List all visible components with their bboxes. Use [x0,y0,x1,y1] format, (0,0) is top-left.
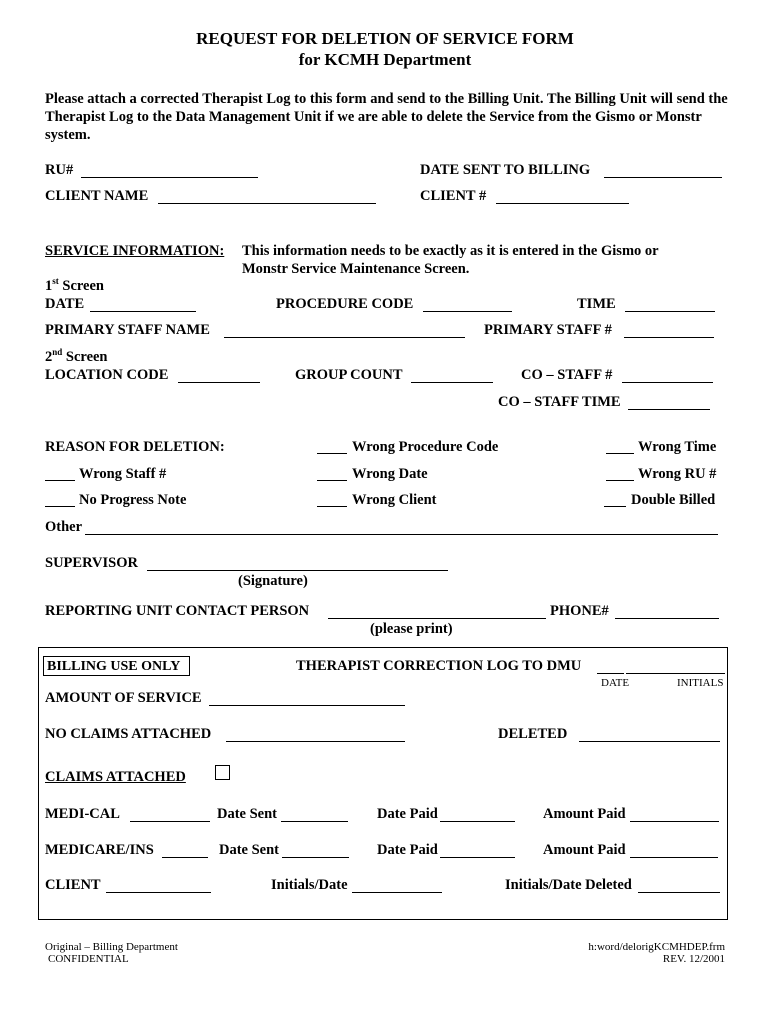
wrong-ru-label: Wrong RU # [638,466,717,482]
wrong-date-label: Wrong Date [352,466,428,482]
therapist-log-date-field[interactable] [597,673,624,674]
claims-attached-label: CLAIMS ATTACHED [45,769,186,785]
medi-cal-date-sent-label: Date Sent [217,806,278,822]
medicare-amount-paid-field[interactable] [630,857,718,858]
wrong-time-label: Wrong Time [638,439,717,455]
supervisor-label: SUPERVISOR [45,555,138,571]
no-progress-note-check[interactable] [45,506,75,507]
amount-of-service-label: AMOUNT OF SERVICE [45,690,202,706]
footer-file-path: h:word/delorigKCMHDEP.frm [588,941,725,953]
first-screen-number: 1 [45,278,53,294]
service-information-note-line2: Monstr Service Maintenance Screen. [242,261,470,277]
deleted-field[interactable] [579,741,720,742]
second-screen-heading [45,349,108,366]
time-field[interactable] [625,311,715,312]
client-number-field[interactable] [496,203,629,204]
wrong-time-check[interactable] [606,453,634,454]
first-screen-word: Screen [62,278,104,294]
medi-cal-amount-paid-label: Amount Paid [543,806,626,822]
date-sent-to-billing-label: DATE SENT TO BILLING [420,162,591,178]
location-code-field[interactable] [178,382,260,383]
ru-label: RU# [45,162,74,178]
client-name-field[interactable] [158,203,376,204]
co-staff-time-field[interactable] [628,409,710,410]
initials-date-deleted-field[interactable] [638,892,720,893]
first-screen-heading [45,278,104,295]
primary-staff-number-label: PRIMARY STAFF # [484,322,612,338]
co-staff-time-label: CO – STAFF TIME [498,394,621,410]
medi-cal-date-sent-field[interactable] [281,821,348,822]
co-staff-number-field[interactable] [622,382,713,383]
wrong-staff-label: Wrong Staff # [79,466,167,482]
medicare-date-sent-field[interactable] [282,857,349,858]
claims-attached-checkbox[interactable] [215,765,230,780]
co-staff-number-label: CO – STAFF # [521,367,613,383]
primary-staff-name-label: PRIMARY STAFF NAME [45,322,210,338]
wrong-client-label: Wrong Client [352,492,437,508]
group-count-label: GROUP COUNT [295,367,403,383]
no-progress-note-label: No Progress Note [79,492,187,508]
footer-original-note: Original – Billing Department [45,941,178,953]
therapist-correction-log-label: THERAPIST CORRECTION LOG TO DMU [296,658,582,674]
wrong-date-check[interactable] [317,480,347,481]
double-billed-check[interactable] [604,506,626,507]
medi-cal-date-paid-field[interactable] [440,821,515,822]
medicare-ins-field[interactable] [162,857,208,858]
medi-cal-date-paid-label: Date Paid [377,806,438,822]
procedure-code-label: PROCEDURE CODE [276,296,414,312]
intro-paragraph: Please attach a corrected Therapist Log to this form and send to the Billing Unit. The Billing Unit will send the Therapist Log to the Data Management Unit if we are able to delete the Service from the Gismo or Monstr system. [45,91,728,143]
date-caption: DATE [601,677,630,689]
time-label: TIME [577,296,616,312]
second-screen-word: Screen [65,349,108,365]
other-field[interactable] [85,534,718,535]
no-claims-attached-field[interactable] [226,741,405,742]
wrong-staff-check[interactable] [45,480,75,481]
double-billed-label: Double Billed [631,492,716,508]
client-field[interactable] [106,892,211,893]
medicare-amount-paid-label: Amount Paid [543,842,626,858]
supervisor-signature-field[interactable] [147,570,448,571]
service-information-heading: SERVICE INFORMATION: [45,243,225,259]
date-field[interactable] [90,311,196,312]
wrong-client-check[interactable] [317,506,347,507]
no-claims-attached-label: NO CLAIMS ATTACHED [45,726,212,742]
medicare-date-paid-field[interactable] [440,857,515,858]
second-screen-suffix: nd [52,347,63,358]
reporting-contact-label: REPORTING UNIT CONTACT PERSON [45,603,310,619]
footer-revision: REV. 12/2001 [662,953,725,965]
medi-cal-amount-paid-field[interactable] [630,821,719,822]
medi-cal-label: MEDI-CAL [45,806,120,822]
deleted-label: DELETED [498,726,568,742]
client-name-label: CLIENT NAME [45,188,149,204]
ru-field[interactable] [81,177,258,178]
reason-for-deletion-heading: REASON FOR DELETION: [45,439,225,455]
therapist-log-initials-field[interactable] [626,673,725,674]
wrong-procedure-code-check[interactable] [317,453,347,454]
medicare-ins-label: MEDICARE/INS [45,842,154,858]
wrong-ru-check[interactable] [606,480,634,481]
signature-caption: (Signature) [238,573,308,589]
form-subtitle: for KCMH Department [298,50,472,69]
phone-field[interactable] [615,618,719,619]
other-label: Other [45,519,83,535]
medicare-date-sent-label: Date Sent [219,842,280,858]
first-screen-suffix: st [52,276,59,287]
footer-confidential: CONFIDENTIAL [48,953,129,965]
initials-date-deleted-label: Initials/Date Deleted [505,877,632,893]
billing-use-only-badge: BILLING USE ONLY [47,659,181,674]
initials-caption: INITIALS [677,677,724,689]
primary-staff-number-field[interactable] [624,337,714,338]
medicare-date-paid-label: Date Paid [377,842,438,858]
wrong-procedure-code-label: Wrong Procedure Code [352,439,499,455]
service-information-note-line1: This information needs to be exactly as it is entered in the Gismo or [242,243,659,259]
primary-staff-name-field[interactable] [224,337,465,338]
date-sent-to-billing-field[interactable] [604,177,722,178]
client-number-label: CLIENT # [420,188,487,204]
procedure-code-field[interactable] [423,311,512,312]
amount-of-service-field[interactable] [209,705,405,706]
initials-date-field[interactable] [352,892,442,893]
reporting-contact-field[interactable] [328,618,546,619]
client-label: CLIENT [45,877,101,893]
medi-cal-field[interactable] [130,821,210,822]
location-code-label: LOCATION CODE [45,367,169,383]
initials-date-label: Initials/Date [271,877,348,893]
date-label: DATE [45,296,85,312]
please-print-caption: (please print) [370,621,453,637]
second-screen-number: 2 [45,349,53,365]
form-title: REQUEST FOR DELETION OF SERVICE FORM [196,29,574,48]
group-count-field[interactable] [411,382,493,383]
phone-label: PHONE# [550,603,609,619]
